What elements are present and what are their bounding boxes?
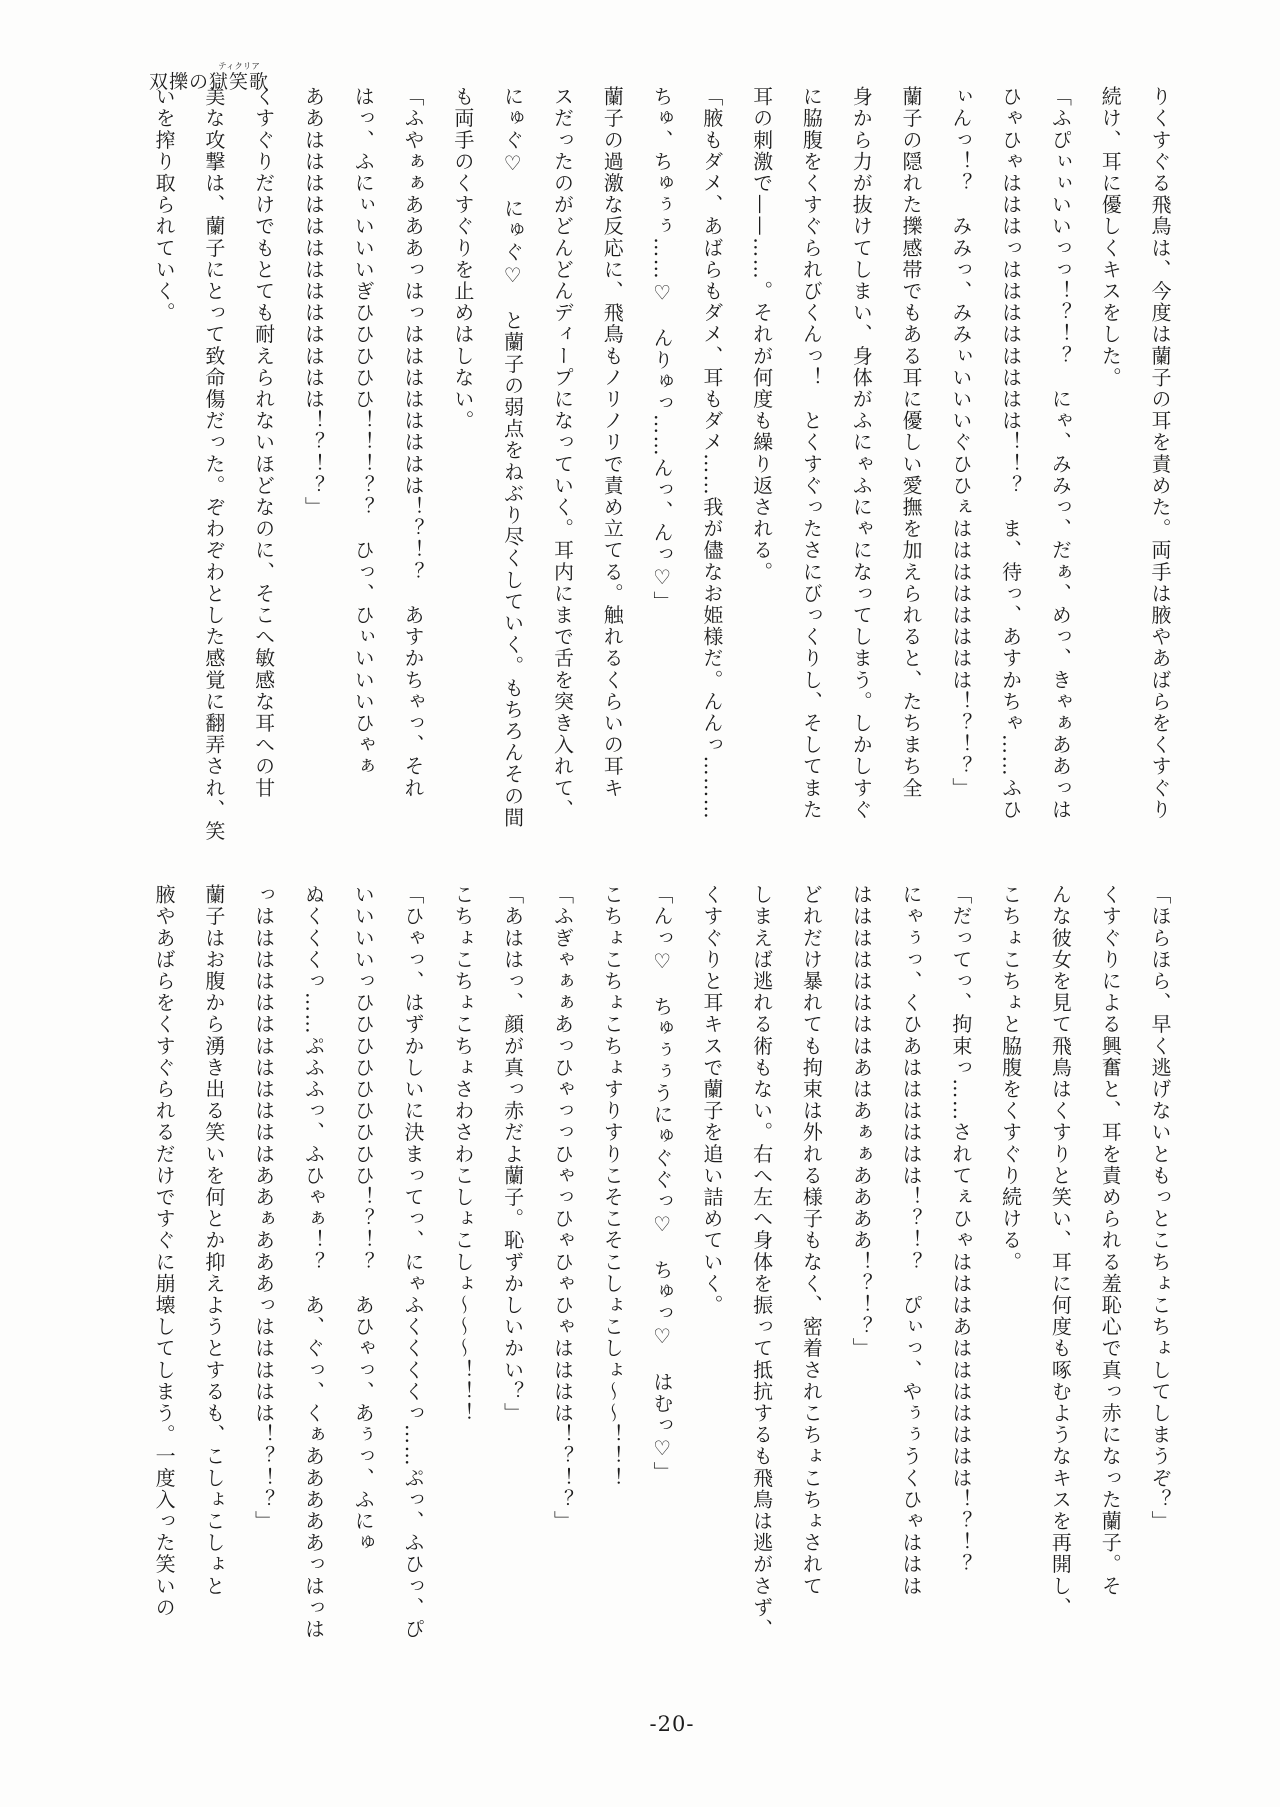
text-column: スだったのがどんどんディープになっていく。耳内にまで舌を突き入れて、 — [550, 86, 575, 821]
text-column: りくすぐる飛鳥は、今度は蘭子の耳を責めた。両手は腋やあばらをくすぐり — [1148, 86, 1172, 821]
text-column: 耳の刺激で——……。それが何度も繰り返される。 — [749, 86, 774, 583]
page-title-main: 獄笑歌 — [209, 71, 270, 93]
text-column: 美な攻撃は、蘭子にとって致命傷だった。ぞわぞわとした感覚に翻弄され、笑 — [201, 86, 226, 842]
text-column: 「ふぴぃぃいいっっ！？！？ にゃ、みみっ、だぁ、めっ、きゃぁああっは — [1048, 86, 1073, 821]
text-block-top — [138, 86, 1184, 848]
page-number-text: -20- — [649, 1712, 695, 1736]
text-column: くすぐりだけでもとても耐えられないほどなのに、そこへ敏感な耳への甘 — [251, 86, 276, 799]
text-column: 「だってっ、拘束っ……されてぇひゃはははあははははははは！？！？ — [948, 884, 973, 1576]
text-column: いいいいっひひひひひひひひひ！？！？ あひゃっ、あぅっ、ふにゅ — [351, 884, 376, 1554]
page-title-prefix: 双擽の — [149, 71, 210, 93]
text-column: 「あははっ、顔が真っ赤だよ蘭子。恥ずかしいかい？」 — [500, 884, 525, 1424]
text-column: ぃんっ！？ みみっ、みみぃいいいぐひひぇはははははははは！？！？」 — [948, 86, 973, 799]
text-column: はっ、ふにぃいいいぎひひひひひ！！！？？ ひっ、ひぃいいいひゃぁ — [351, 86, 376, 778]
text-column: ぬくくくっ……ぷふふっ、ふひゃぁ！？ あ、ぐっ、くぁあああああっはっは — [301, 884, 326, 1640]
text-column: 蘭子の隠れた擽感帯でもある耳に優しい愛撫を加えられると、たちまち全 — [899, 86, 924, 799]
text-column: んな彼女を見て飛鳥はくすりと笑い、耳に何度も啄むようなキスを再開し、 — [1048, 884, 1073, 1619]
text-column: 「ひゃっ、はずかしいに決まってっ、にゃふくくくくっ……ぷっ、ふひっ、ぴ — [401, 884, 426, 1640]
text-column: 蘭子はお腹から湧き出る笑いを何とか抑えようとするも、こしょこしょと — [201, 884, 226, 1597]
text-column: どれだけ暴れても拘束は外れる様子もなく、密着されこちょこちょされて — [799, 884, 824, 1597]
text-column: にゃぅっ、くひあはははははは！？！？ ぴぃっ、やぅぅうくひゃははは — [899, 884, 924, 1597]
text-column: ああははははははははははははは！？！？」 — [301, 86, 326, 518]
page-number — [0, 1712, 1280, 1736]
text-column: こちょこちょこちょすりすりこそこそこしょこしょ〜〜！！！ — [600, 884, 625, 1489]
text-column: 腋やあばらをくすぐられるだけですぐに崩壊してしまう。一度入った笑いの — [152, 884, 177, 1619]
text-column: こちょこちょこちょさわさわこしょこしょ〜〜〜！！！ — [450, 884, 475, 1424]
text-column: 蘭子の過激な反応に、飛鳥もノリノリで責め立てる。触れるくらいの耳キ — [600, 86, 625, 799]
text-column: 「んっ♡ ちゅぅぅうにゅぐぐっ♡ ちゅっ♡ はむっ♡」 — [650, 884, 675, 1484]
text-column: 身から力が抜けてしまい、身体がふにゃふにゃになってしまう。しかしすぐ — [849, 86, 874, 821]
text-column: くすぐりによる興奮と、耳を責められる羞恥心で真っ赤になった蘭子。そ — [1098, 884, 1123, 1597]
text-column: に脇腹をくすぐられびくんっ！ とくすぐったさにびっくりし、そしてまた — [799, 86, 824, 821]
text-column: にゅぐ♡ にゅぐ♡ と蘭子の弱点をねぶり尽くしていく。もちろんその間 — [500, 86, 525, 829]
text-block-bottom — [138, 884, 1184, 1662]
text-column: っははははははははははははああぁあああっははははは！？！？」 — [251, 884, 276, 1532]
text-column: も両手のくすぐりを止めはしない。 — [450, 86, 475, 432]
text-column: しまえば逃れる術もない。右へ左へ身体を振って抵抗するも飛鳥は逃がさず、 — [749, 884, 774, 1640]
text-column: 「ふやぁぁあああっはっはははははははは！？！？ あすかちゃっ、それ — [401, 86, 426, 799]
text-column: ちゅ、ちゅぅぅ……♡ んりゅっ……んっ、んっ♡」 — [650, 86, 675, 613]
text-column: 「ふぎゃぁぁあっひゃっっひゃっひゃひゃひゃはははは！？！？」 — [550, 884, 575, 1532]
text-column: ははははははははあはあぁぁああああ！？！？」 — [849, 884, 874, 1360]
text-column: こちょこちょと脇腹をくすぐり続ける。 — [998, 884, 1023, 1273]
text-column: 「腋もダメ、あばらもダメ、耳もダメ……我が儘なお姫様だ。んんっ……… — [699, 86, 724, 821]
text-column: ひゃひゃはははっはははははははは！！？ ま、待っ、あすかちゃ……ふひ — [998, 86, 1023, 821]
text-column: いを搾り取られていく。 — [152, 86, 177, 324]
text-column: 続け、耳に優しくキスをした。 — [1098, 86, 1123, 389]
text-column: 「ほらほら、早く逃げないともっとこちょこちょしてしまうぞ？」 — [1148, 884, 1172, 1532]
page-title-furigana: ティクリア — [209, 62, 270, 72]
text-column: くすぐりと耳キスで蘭子を追い詰めていく。 — [699, 884, 724, 1316]
